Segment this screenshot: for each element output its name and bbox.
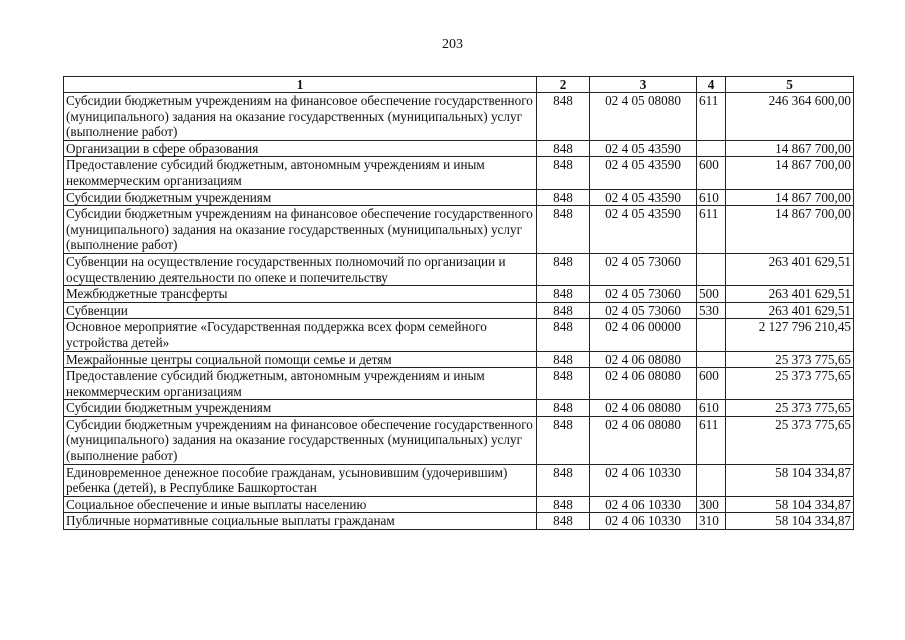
row-target-article-cell: 02 4 06 08080 — [590, 416, 697, 464]
row-amount-cell: 25 373 775,65 — [726, 400, 854, 417]
row-ministry-code-cell: 848 — [537, 189, 590, 206]
row-expense-type-cell — [697, 140, 726, 157]
row-ministry-code-cell: 848 — [537, 157, 590, 189]
row-name-cell: Субвенции — [64, 302, 537, 319]
row-expense-type-cell: 500 — [697, 286, 726, 303]
row-amount-cell: 14 867 700,00 — [726, 140, 854, 157]
row-ministry-code-cell: 848 — [537, 464, 590, 496]
row-target-article-cell: 02 4 05 08080 — [590, 93, 697, 141]
row-expense-type-cell — [697, 351, 726, 368]
row-expense-type-cell — [697, 319, 726, 351]
row-amount-cell: 246 364 600,00 — [726, 93, 854, 141]
table-row — [64, 140, 854, 157]
row-amount-cell: 14 867 700,00 — [726, 157, 854, 189]
table-row — [64, 253, 854, 285]
row-expense-type-cell: 310 — [697, 513, 726, 530]
header-col-3: 3 — [590, 77, 697, 93]
row-target-article-cell: 02 4 05 43590 — [590, 140, 697, 157]
row-expense-type-cell — [697, 253, 726, 285]
row-ministry-code-cell: 848 — [537, 140, 590, 157]
row-ministry-code-cell: 848 — [537, 368, 590, 400]
table-row — [64, 368, 854, 400]
row-target-article-cell: 02 4 05 73060 — [590, 286, 697, 303]
row-amount-cell: 263 401 629,51 — [726, 302, 854, 319]
row-expense-type-cell: 611 — [697, 93, 726, 141]
table-body — [64, 93, 854, 530]
row-name-cell: Социальное обеспечение и иные выплаты населению — [64, 496, 537, 513]
row-amount-cell: 14 867 700,00 — [726, 206, 854, 254]
row-ministry-code-cell: 848 — [537, 286, 590, 303]
row-amount-cell: 263 401 629,51 — [726, 253, 854, 285]
row-name-cell: Организации в сфере образования — [64, 140, 537, 157]
row-name-cell: Основное мероприятие «Государственная поддержка всех форм семейного устройства детей» — [64, 319, 537, 351]
table-row — [64, 319, 854, 351]
table-row — [64, 157, 854, 189]
row-target-article-cell: 02 4 06 10330 — [590, 513, 697, 530]
table-row — [64, 286, 854, 303]
table-row — [64, 400, 854, 417]
row-amount-cell: 58 104 334,87 — [726, 496, 854, 513]
row-expense-type-cell: 530 — [697, 302, 726, 319]
row-amount-cell: 263 401 629,51 — [726, 286, 854, 303]
row-name-cell: Межрайонные центры социальной помощи семье и детям — [64, 351, 537, 368]
table-row — [64, 513, 854, 530]
row-expense-type-cell: 610 — [697, 400, 726, 417]
row-name-cell: Субсидии бюджетным учреждениям — [64, 189, 537, 206]
row-amount-cell: 25 373 775,65 — [726, 416, 854, 464]
row-name-cell: Единовременное денежное пособие гражданам, усыновившим (удочерившим) ребенка (детей), в Республике Башкортостан — [64, 464, 537, 496]
header-col-1: 1 — [64, 77, 537, 93]
row-expense-type-cell: 610 — [697, 189, 726, 206]
row-amount-cell: 58 104 334,87 — [726, 464, 854, 496]
row-target-article-cell: 02 4 06 08080 — [590, 351, 697, 368]
row-name-cell: Предоставление субсидий бюджетным, автономным учреждениям и иным некоммерческим организациям — [64, 368, 537, 400]
row-ministry-code-cell: 848 — [537, 416, 590, 464]
row-expense-type-cell: 611 — [697, 206, 726, 254]
row-target-article-cell: 02 4 05 73060 — [590, 302, 697, 319]
row-amount-cell: 58 104 334,87 — [726, 513, 854, 530]
row-ministry-code-cell: 848 — [537, 513, 590, 530]
row-ministry-code-cell: 848 — [537, 206, 590, 254]
row-name-cell: Межбюджетные трансферты — [64, 286, 537, 303]
row-name-cell: Публичные нормативные социальные выплаты гражданам — [64, 513, 537, 530]
row-name-cell: Предоставление субсидий бюджетным, автономным учреждениям и иным некоммерческим организациям — [64, 157, 537, 189]
row-target-article-cell: 02 4 05 43590 — [590, 189, 697, 206]
table-row — [64, 189, 854, 206]
row-ministry-code-cell: 848 — [537, 351, 590, 368]
row-target-article-cell: 02 4 06 08080 — [590, 400, 697, 417]
row-name-cell: Субсидии бюджетным учреждениям — [64, 400, 537, 417]
row-target-article-cell: 02 4 06 08080 — [590, 368, 697, 400]
row-expense-type-cell: 600 — [697, 157, 726, 189]
row-target-article-cell: 02 4 05 43590 — [590, 206, 697, 254]
row-ministry-code-cell: 848 — [537, 496, 590, 513]
row-amount-cell: 14 867 700,00 — [726, 189, 854, 206]
row-expense-type-cell: 300 — [697, 496, 726, 513]
table-header — [64, 77, 854, 93]
row-expense-type-cell: 600 — [697, 368, 726, 400]
table-row — [64, 206, 854, 254]
budget-table — [63, 76, 854, 530]
row-ministry-code-cell: 848 — [537, 319, 590, 351]
page-number: 203 — [442, 37, 463, 52]
table-row — [64, 351, 854, 368]
row-name-cell: Субсидии бюджетным учреждениям на финансовое обеспечение государственного (муниципального) задания на оказание государственных (муниципальных) услуг (выполнение работ) — [64, 206, 537, 254]
row-target-article-cell: 02 4 06 00000 — [590, 319, 697, 351]
row-name-cell: Субсидии бюджетным учреждениям на финансовое обеспечение государственного (муниципального) задания на оказание государственных (муниципальных) услуг (выполнение работ) — [64, 416, 537, 464]
table-row — [64, 302, 854, 319]
row-ministry-code-cell: 848 — [537, 253, 590, 285]
header-col-5: 5 — [726, 77, 854, 93]
row-target-article-cell: 02 4 06 10330 — [590, 464, 697, 496]
table-row — [64, 496, 854, 513]
row-ministry-code-cell: 848 — [537, 93, 590, 141]
table-row — [64, 464, 854, 496]
row-amount-cell: 25 373 775,65 — [726, 368, 854, 400]
row-target-article-cell: 02 4 05 43590 — [590, 157, 697, 189]
header-row — [64, 77, 854, 93]
row-expense-type-cell — [697, 464, 726, 496]
row-name-cell: Субсидии бюджетным учреждениям на финансовое обеспечение государственного (муниципального) задания на оказание государственных (муниципальных) услуг (выполнение работ) — [64, 93, 537, 141]
row-ministry-code-cell: 848 — [537, 400, 590, 417]
row-amount-cell: 25 373 775,65 — [726, 351, 854, 368]
row-expense-type-cell: 611 — [697, 416, 726, 464]
row-target-article-cell: 02 4 05 73060 — [590, 253, 697, 285]
row-target-article-cell: 02 4 06 10330 — [590, 496, 697, 513]
table-row — [64, 416, 854, 464]
header-col-2: 2 — [537, 77, 590, 93]
row-amount-cell: 2 127 796 210,45 — [726, 319, 854, 351]
header-col-4: 4 — [697, 77, 726, 93]
row-ministry-code-cell: 848 — [537, 302, 590, 319]
table-row — [64, 93, 854, 141]
row-name-cell: Субвенции на осуществление государственных полномочий по организации и осуществлению деятельности по опеке и попечительству — [64, 253, 537, 285]
